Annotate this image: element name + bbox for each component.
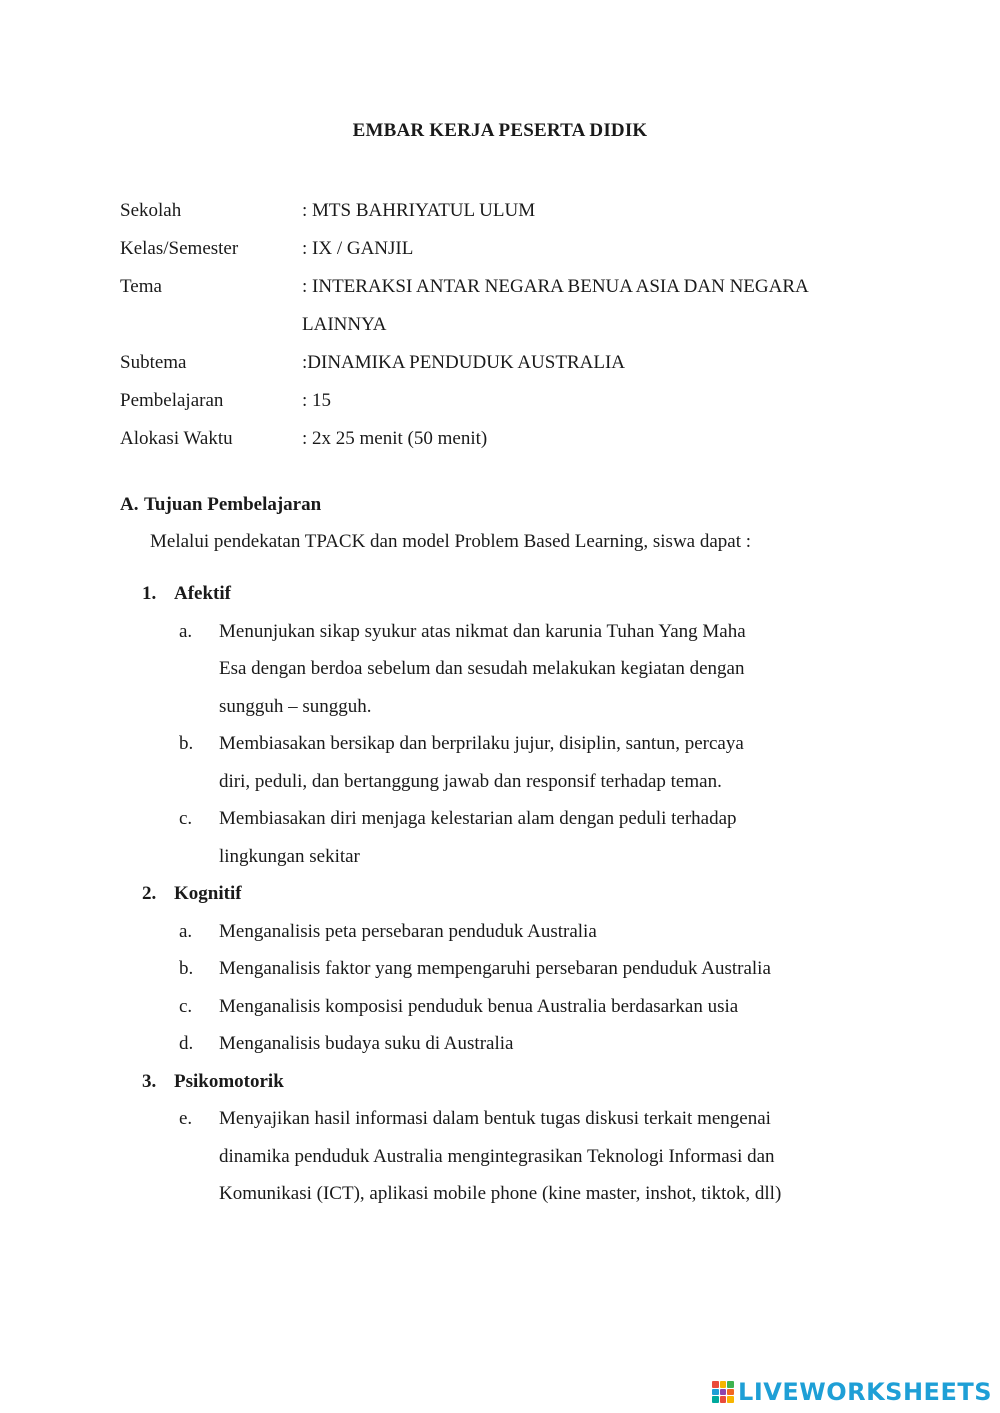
info-value: : 2x 25 menit (50 menit): [302, 428, 488, 449]
info-row-tema: [120, 268, 880, 344]
info-label: Alokasi Waktu: [120, 428, 233, 449]
item-letter: c.: [179, 808, 193, 829]
item-letter: b.: [179, 733, 194, 754]
list-item: [142, 1100, 882, 1213]
group-heading: [142, 1063, 882, 1101]
info-table: [120, 192, 880, 458]
info-value: [302, 268, 880, 344]
item-letter: e.: [179, 1108, 193, 1129]
list-item: [142, 913, 882, 951]
liveworksheets-watermark[interactable]: [712, 1377, 992, 1407]
info-row-pembelajaran: [120, 382, 880, 420]
item-line: Menganalisis komposisi penduduk benua Australia berdasarkan usia: [219, 995, 739, 1017]
info-row-kelas: [120, 230, 880, 268]
section-heading: [120, 490, 321, 520]
item-line: Esa dengan berdoa sebelum dan sesudah melakukan kegiatan dengan: [219, 658, 745, 679]
info-value-line: LAINNYA: [302, 314, 387, 335]
item-letter: c.: [179, 995, 193, 1017]
list-item: [142, 725, 882, 800]
liveworksheets-logo-icon: [712, 1381, 734, 1403]
list-item: [142, 1025, 882, 1063]
list-item: [142, 800, 882, 875]
info-label: Subtema: [120, 352, 187, 373]
item-line: sungguh – sungguh.: [219, 695, 372, 717]
group-number: 2.: [142, 883, 157, 904]
item-line: Menganalisis faktor yang mempengaruhi persebaran penduduk Australia: [219, 958, 771, 979]
info-value: :DINAMIKA PENDUDUK AUSTRALIA: [302, 352, 625, 373]
item-line: diri, peduli, dan bertanggung jawab dan responsif terhadap teman.: [219, 770, 722, 792]
item-letter: b.: [179, 958, 194, 979]
item-line: Menganalisis peta persebaran penduduk Australia: [219, 920, 597, 942]
item-line: Membiasakan diri menjaga kelestarian alam dengan peduli terhadap: [219, 808, 737, 829]
group-title: Afektif: [174, 583, 231, 604]
info-value: : 15: [302, 390, 332, 411]
watermark-text: LIVEWORKSHEETS: [738, 1378, 992, 1406]
item-line: Menunjukan sikap syukur atas nikmat dan karunia Tuhan Yang Maha: [219, 620, 746, 642]
section-letter: A.: [120, 494, 139, 515]
group-number: 3.: [142, 1070, 157, 1092]
item-letter: a.: [179, 620, 193, 642]
page-title: EMBAR KERJA PESERTA DIDIK: [352, 120, 648, 141]
info-label: Sekolah: [120, 200, 182, 221]
info-label: Pembelajaran: [120, 390, 224, 411]
section-heading-text: Tujuan Pembelajaran: [144, 494, 322, 515]
info-label: Kelas/Semester: [120, 238, 239, 259]
item-line: lingkungan sekitar: [219, 845, 360, 867]
info-value-line: : INTERAKSI ANTAR NEGARA BENUA ASIA DAN NEGARA: [302, 276, 809, 297]
list-item: [142, 613, 882, 726]
group-number: 1.: [142, 583, 157, 604]
intro-text: Melalui pendekatan TPACK dan model Problem Based Learning, siswa dapat :: [150, 531, 752, 552]
item-letter: a.: [179, 920, 193, 942]
list-item: [142, 988, 882, 1026]
goals-list: [142, 575, 882, 1213]
group-heading: [142, 875, 882, 913]
item-line: Komunikasi (ICT), aplikasi mobile phone (kine master, inshot, tiktok, dll): [219, 1183, 782, 1204]
info-row-subtema: [120, 344, 880, 382]
item-line: Menyajikan hasil informasi dalam bentuk tugas diskusi terkait mengenai: [219, 1108, 771, 1129]
item-letter: d.: [179, 1033, 194, 1054]
item-line: dinamika penduduk Australia mengintegrasikan Teknologi Informasi dan: [219, 1145, 775, 1167]
group-title: Psikomotorik: [174, 1070, 284, 1092]
group-heading: [142, 575, 882, 613]
list-item: [142, 950, 882, 988]
item-line: Membiasakan bersikap dan berprilaku jujur, disiplin, santun, percaya: [219, 733, 744, 754]
info-value: : MTS BAHRIYATUL ULUM: [302, 200, 536, 221]
group-title: Kognitif: [174, 883, 242, 904]
info-value: : IX / GANJIL: [302, 238, 414, 259]
item-line: Menganalisis budaya suku di Australia: [219, 1033, 514, 1054]
info-label: Tema: [120, 276, 162, 297]
info-row-sekolah: [120, 192, 880, 230]
info-row-alokasi: [120, 420, 880, 458]
